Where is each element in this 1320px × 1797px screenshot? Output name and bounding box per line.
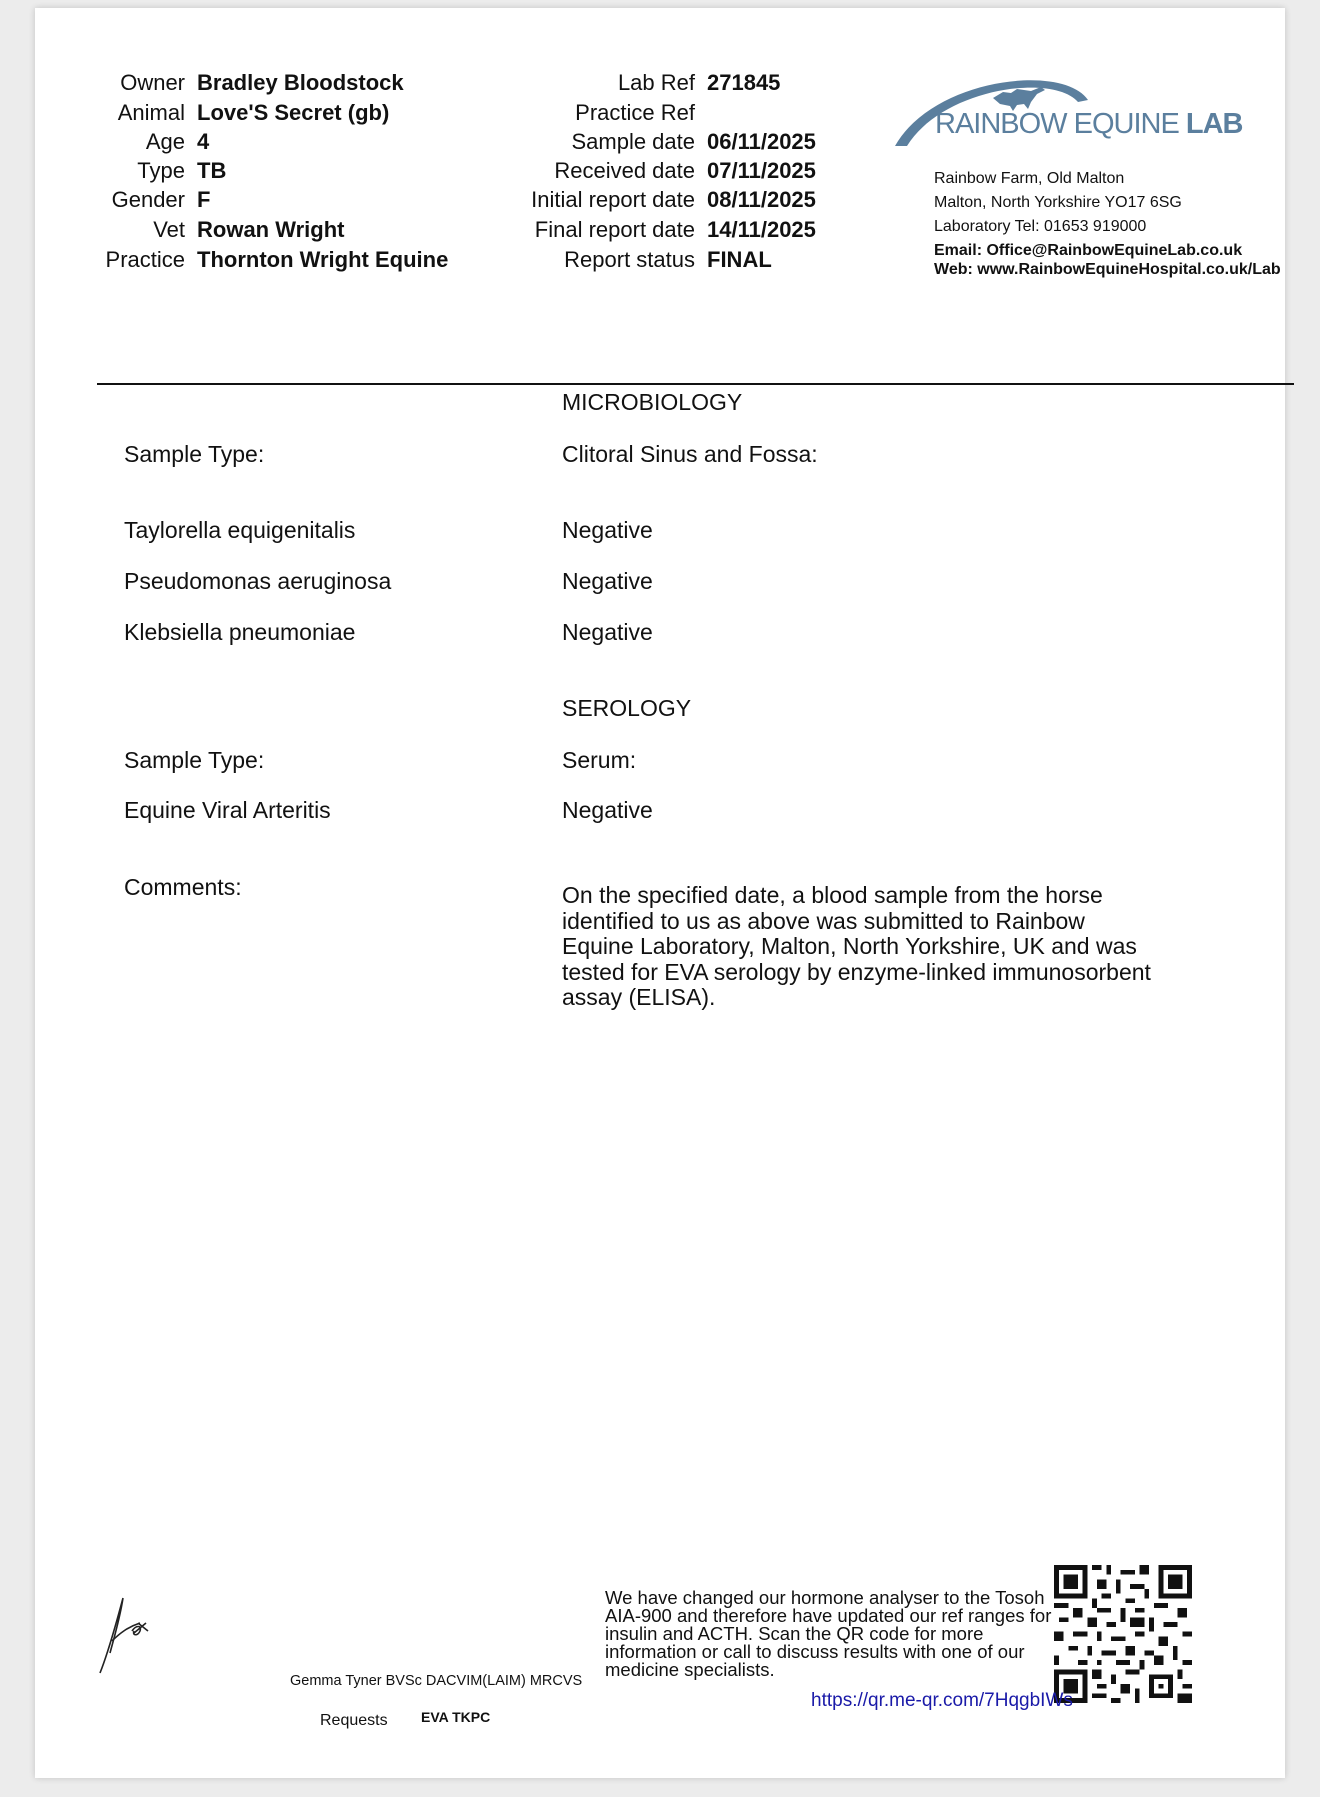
signature-mark [90, 1583, 165, 1678]
requests-value: EVA TKPC [421, 1709, 491, 1725]
initial-report-date-row [35, 185, 816, 215]
initial-report-date-value: 08/11/2025 [707, 187, 816, 212]
comments-text: On the specified date, a blood sample from the horse identified to us as above was submitted to Rainbow Equine Laboratory, Malton, North Yorkshire, UK and was tested for EVA serology by enzyme-linked immunosorbent assay (ELISA). [562, 882, 1151, 1010]
final-report-date-row [35, 215, 816, 245]
logo-wordmark [935, 108, 1242, 141]
lab-contact-block [934, 167, 1281, 279]
micro-sample-type-value: Clitoral Sinus and Fossa: [562, 441, 818, 467]
gender-value: F [197, 187, 211, 212]
signatory-name: Gemma Tyner BVSc DACVIM(LAIM) MRCVS [290, 1673, 583, 1689]
received-date-row [35, 156, 816, 186]
vet-value: Rowan Wright [197, 217, 345, 242]
lab-ref-value: 271845 [707, 70, 781, 95]
lab-address-line2: Malton, North Yorkshire YO17 6SG [934, 194, 1182, 211]
report-page [35, 8, 1285, 1778]
age-label: Age [145, 129, 185, 154]
report-status-row [35, 245, 772, 275]
type-label: Type [137, 158, 185, 183]
owner-value: Bradley Bloodstock [197, 70, 404, 95]
test-name: Equine Viral Arteritis [124, 797, 331, 823]
practice-label: Practice [105, 247, 185, 272]
animal-label: Animal [117, 100, 185, 125]
final-report-date-value: 14/11/2025 [707, 217, 816, 242]
comments-label: Comments: [124, 874, 242, 900]
sero-sample-type-value: Serum: [562, 747, 637, 773]
initial-report-date-label: Initial report date [531, 187, 695, 212]
lab-logo [893, 68, 1243, 158]
sero-sample-type-label: Sample Type: [124, 747, 265, 773]
report-status-label: Report status [564, 247, 695, 272]
logo-text-bold: LAB [1185, 108, 1243, 140]
header-divider [97, 383, 1294, 385]
requests-label: Requests [320, 1712, 388, 1729]
lab-address-line1: Rainbow Farm, Old Malton [934, 170, 1125, 187]
received-date-value: 07/11/2025 [707, 158, 816, 183]
practice-ref-row [35, 98, 695, 128]
test-result: Negative [562, 797, 653, 823]
sample-date-value: 06/11/2025 [707, 129, 816, 154]
logo-text-light: RAINBOW EQUINE [935, 108, 1179, 140]
lab-ref-label: Lab Ref [617, 70, 695, 95]
test-result: Negative [562, 568, 653, 594]
owner-label: Owner [120, 70, 185, 95]
test-name: Pseudomonas aeruginosa [124, 568, 392, 594]
final-report-date-label: Final report date [534, 217, 695, 242]
lab-web: Web: www.RainbowEquineHospital.co.uk/Lab [934, 261, 1281, 278]
lab-ref-row [35, 68, 781, 98]
received-date-label: Received date [554, 158, 695, 183]
qr-code-icon[interactable] [1054, 1565, 1192, 1703]
microbiology-heading: MICROBIOLOGY [562, 389, 743, 415]
serology-heading: SEROLOGY [562, 695, 692, 721]
test-result: Negative [562, 517, 653, 543]
vet-label: Vet [153, 217, 185, 242]
age-value: 4 [197, 129, 210, 154]
test-name: Taylorella equigenitalis [124, 517, 356, 543]
practice-ref-label: Practice Ref [575, 100, 695, 125]
sample-date-row [35, 127, 816, 157]
report-status-value: FINAL [707, 247, 772, 272]
test-result: Negative [562, 619, 653, 645]
analyser-notice: We have changed our hormone analyser to the Tosoh AIA-900 and therefore have updated our ref ranges for insulin and ACTH. Scan the QR code for more information or call to discuss results with one of our medicine specialists. [605, 1587, 1052, 1680]
qr-info-link[interactable]: https://qr.me-qr.com/7HqgbIWs [811, 1690, 1073, 1711]
lab-email: Email: Office@RainbowEquineLab.co.uk [934, 242, 1243, 259]
type-value: TB [197, 158, 227, 183]
micro-sample-type-label: Sample Type: [124, 441, 265, 467]
lab-phone: Laboratory Tel: 01653 919000 [934, 218, 1147, 235]
gender-label: Gender [111, 187, 185, 212]
practice-value: Thornton Wright Equine [197, 247, 449, 272]
sample-date-label: Sample date [571, 129, 695, 154]
test-name: Klebsiella pneumoniae [124, 619, 356, 645]
animal-value: Love'S Secret (gb) [197, 100, 390, 125]
